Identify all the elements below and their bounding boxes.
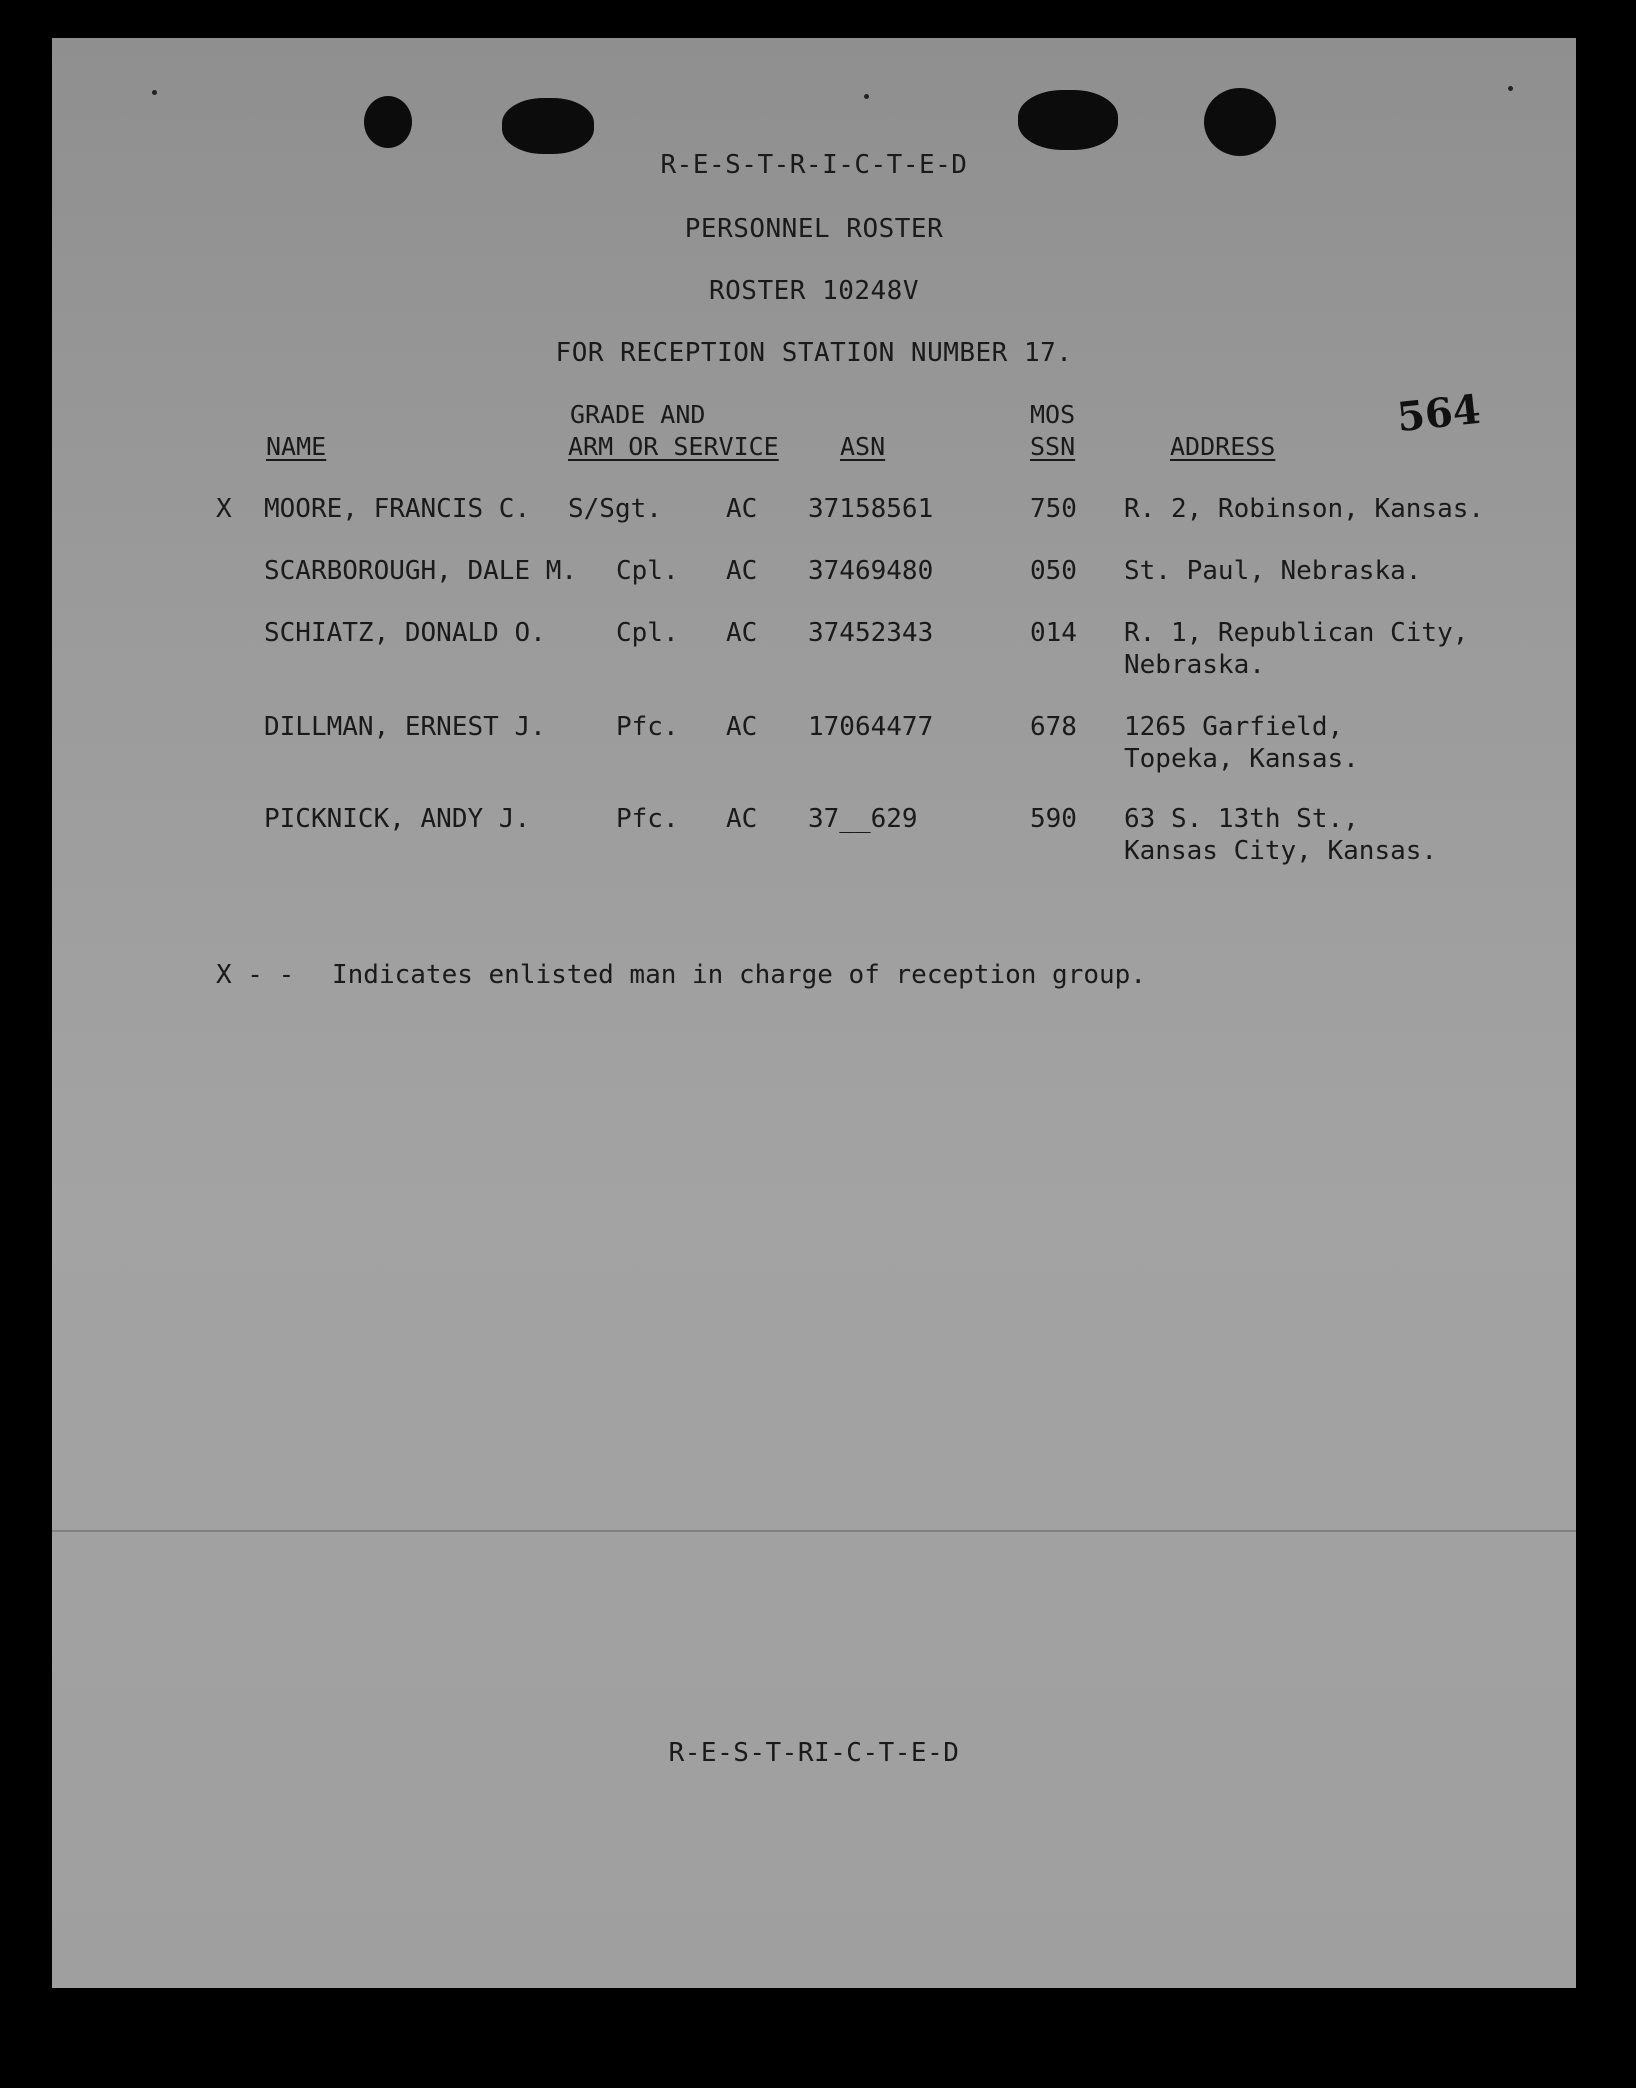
ink-speck: [1508, 86, 1513, 91]
row-ssn: 750: [1030, 494, 1077, 524]
row-grade: Cpl.: [616, 618, 679, 648]
page-number: 564: [1394, 385, 1483, 442]
col-header-grade-line2: ARM OR SERVICE: [568, 432, 779, 461]
row-arm: AC: [726, 494, 758, 524]
row-grade: S/Sgt.: [568, 494, 662, 524]
row-grade: Pfc.: [616, 712, 679, 742]
row-arm: AC: [726, 618, 758, 648]
col-header-address: ADDRESS: [1170, 432, 1276, 461]
row-arm: AC: [726, 712, 758, 742]
station-line: FOR RECEPTION STATION NUMBER 17.: [555, 338, 1073, 368]
row-mark: X: [216, 494, 232, 524]
row-asn: 37452343: [808, 618, 934, 648]
row-address-line2: Nebraska.: [1124, 650, 1265, 680]
row-address-line1: R. 2, Robinson, Kansas.: [1124, 494, 1485, 524]
row-arm: AC: [726, 804, 758, 834]
row-grade: Cpl.: [616, 556, 679, 586]
punch-hole: [1018, 90, 1118, 150]
classification-footer: R-E-S-T-RI-C-T-E-D: [668, 1738, 960, 1768]
punch-hole: [1204, 88, 1276, 156]
row-name: SCHIATZ, DONALD O.: [264, 618, 546, 648]
row-asn: 17064477: [808, 712, 934, 742]
document-title: PERSONNEL ROSTER: [684, 214, 944, 244]
roster-number: ROSTER 10248V: [709, 276, 919, 306]
col-header-mos: MOS: [1030, 400, 1076, 429]
row-ssn: 590: [1030, 804, 1077, 834]
row-address-line1: 63 S. 13th St.,: [1124, 804, 1359, 834]
row-name: SCARBOROUGH, DALE M.: [264, 556, 578, 586]
row-arm: AC: [726, 556, 758, 586]
row-address-line1: R. 1, Republican City,: [1124, 618, 1469, 648]
classification-header: R-E-S-T-R-I-C-T-E-D: [660, 150, 968, 180]
row-address-line1: St. Paul, Nebraska.: [1124, 556, 1422, 586]
col-header-asn: ASN: [840, 432, 886, 461]
row-ssn: 050: [1030, 556, 1077, 586]
ink-speck: [152, 90, 157, 95]
footnote-marker: X - -: [216, 960, 295, 990]
row-name: DILLMAN, ERNEST J.: [264, 712, 546, 742]
row-grade: Pfc.: [616, 804, 679, 834]
row-address-line2: Topeka, Kansas.: [1124, 744, 1359, 774]
ink-speck: [864, 94, 869, 99]
row-asn: 37158561: [808, 494, 934, 524]
row-asn: 37__629: [808, 804, 918, 834]
col-header-ssn: SSN: [1030, 432, 1076, 461]
document-page: [52, 38, 1576, 1988]
row-name: PICKNICK, ANDY J.: [264, 804, 531, 834]
row-address-line2: Kansas City, Kansas.: [1124, 836, 1438, 866]
footnote-text: Indicates enlisted man in charge of reception group.: [332, 960, 1146, 990]
row-name: MOORE, FRANCIS C.: [264, 494, 531, 524]
row-ssn: 678: [1030, 712, 1077, 742]
row-address-line1: 1265 Garfield,: [1124, 712, 1344, 742]
row-ssn: 014: [1030, 618, 1077, 648]
col-header-grade-line1: GRADE AND: [570, 400, 706, 429]
row-asn: 37469480: [808, 556, 934, 586]
col-header-name: NAME: [266, 432, 327, 461]
punch-hole: [364, 96, 412, 148]
punch-hole: [502, 98, 594, 154]
